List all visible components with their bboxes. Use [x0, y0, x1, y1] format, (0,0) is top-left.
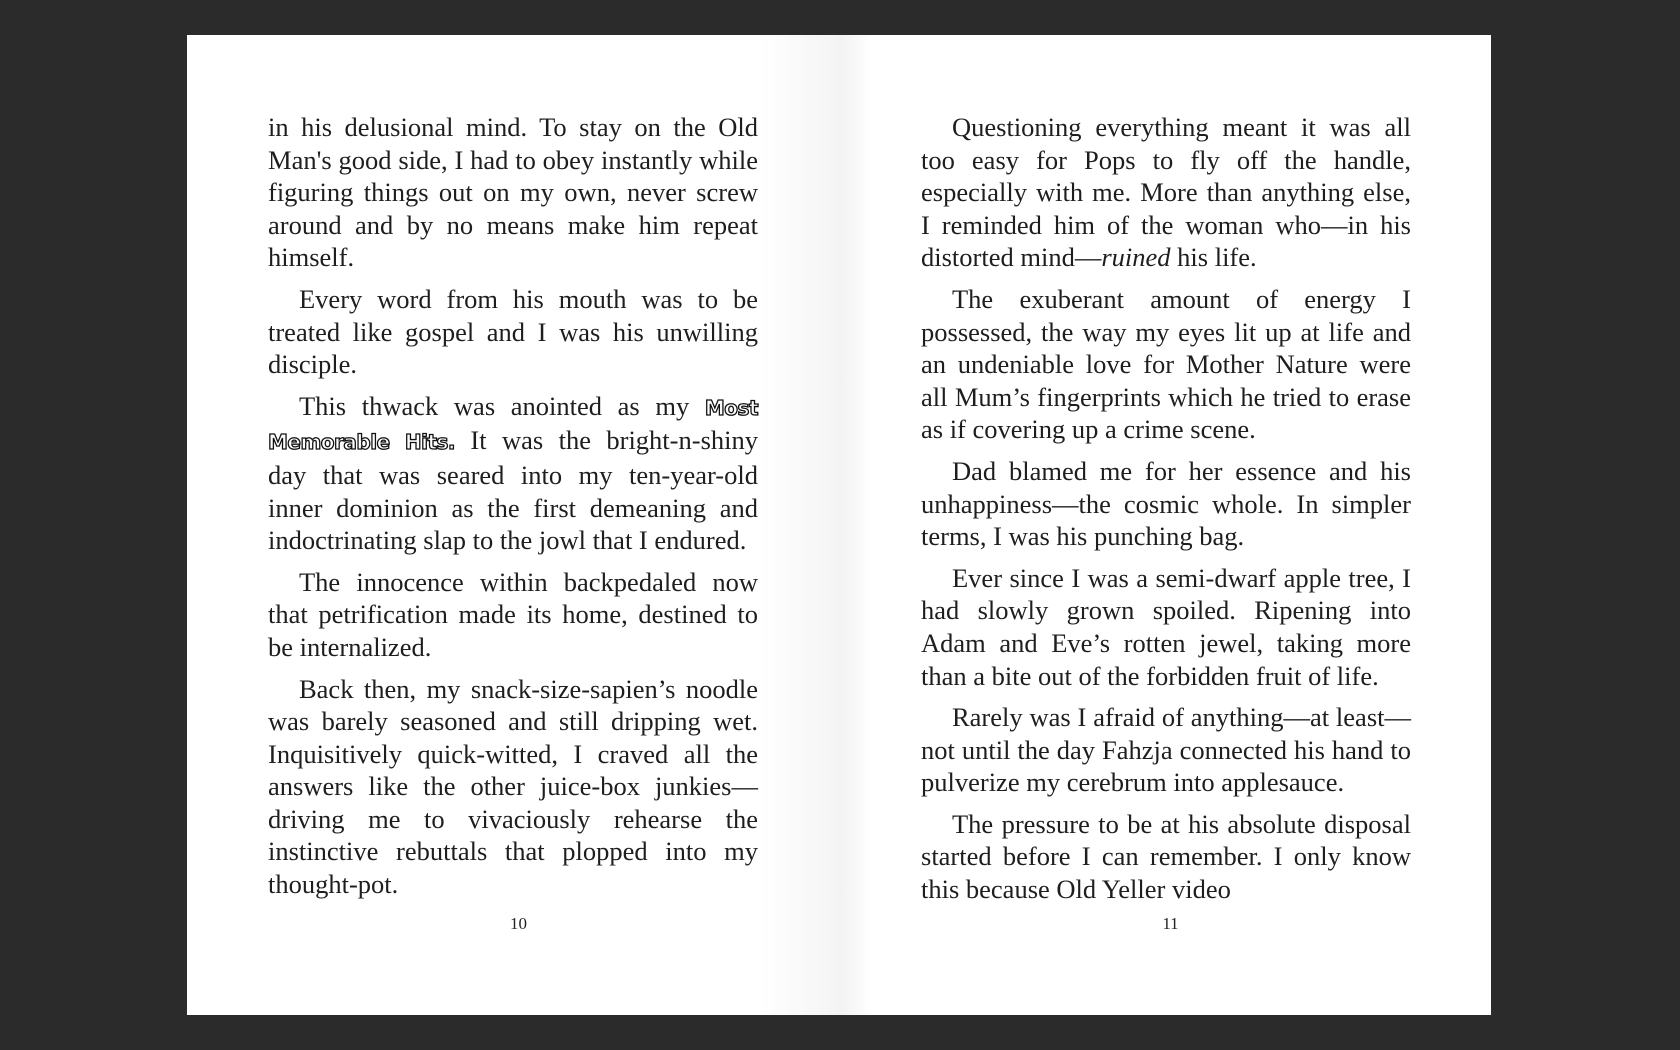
paragraph: Every word from his mouth was to be treated like gospel and I was his unwilling disciple.	[268, 283, 758, 380]
paragraph: in his delusional mind. To stay on the Old Man's good side, I had to obey instantly while figuring things out on my own, never screw around and by no means make him repeat himself.	[268, 112, 758, 273]
left-page-text	[268, 111, 758, 910]
stylized-phrase: Most Memorable Hits.	[268, 395, 758, 455]
paragraph: Ever since I was a semi-dwarf apple tree, I had slowly grown spoiled. Ripening into Adam and Eve’s rotten jewel, taking more than a bite out of the forbidden fruit of life.	[921, 562, 1411, 691]
paragraph: Rarely was I afraid of anything—at least—not until the day Fahzja connected his hand to pulverize my cerebrum into applesauce.	[921, 702, 1411, 798]
italic-word: ruined	[1101, 242, 1171, 273]
paragraph: The innocence within backpedaled now that petrification made its home, destined to be internalized.	[268, 566, 758, 662]
paragraph-text: Questioning everything meant it was all too easy for Pops to fly off the handle, especially with me. More than anything else, I reminded him of the woman who—in his distorted mind—	[921, 112, 1411, 273]
book-spread	[187, 35, 1491, 1015]
right-page-text	[921, 111, 1411, 915]
paragraph: The exuberant amount of energy I possessed, the way my eyes lit up at life and an undeniable love for Mother Nature were all Mum’s fingerprints which he tried to erase as if covering up a crime scene.	[921, 283, 1411, 445]
page-number: 10	[510, 914, 527, 933]
paragraph: Dad blamed me for her essence and his unhappiness—the cosmic whole. In simpler terms, I was his punching bag.	[921, 455, 1411, 552]
paragraph: Back then, my snack-size-sapien’s noodle was barely seasoned and still dripping wet. Inquisitively quick-witted, I craved all the answers like the other juice-box junkies—driving me to vivaciously rehearse the instinctive rebuttals that plopped into my thought-pot.	[268, 673, 758, 900]
paragraph	[921, 111, 1411, 274]
paragraph: The pressure to be at his absolute disposal started before I can remember. I only know this because Old Yeller video	[921, 808, 1411, 905]
paragraph-text: It was the bright-n-shiny day that was seared into my ten-year-old inner dominion as the first demeaning and indoctrinating slap to the jowl that I endured.	[268, 425, 758, 556]
page-number: 11	[1162, 914, 1179, 933]
left-page	[187, 35, 839, 1015]
right-page	[839, 35, 1491, 1015]
paragraph-text: his life.	[1170, 242, 1257, 273]
paragraph	[268, 390, 758, 557]
paragraph-text: This thwack was anointed as my	[299, 390, 705, 421]
